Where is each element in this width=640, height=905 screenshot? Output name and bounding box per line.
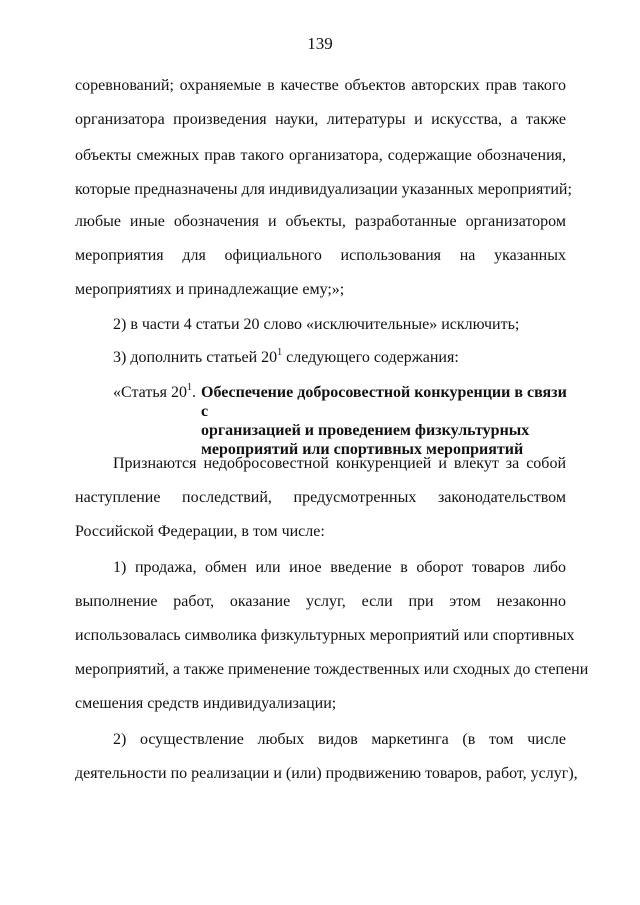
- text-line: мероприятия для официального использования на указанных: [75, 247, 566, 264]
- page-number: 139: [307, 34, 333, 53]
- text-line: деятельности по реализации и (или) продвижению товаров, работ, услуг),: [75, 765, 578, 782]
- text-line: организатора произведения науки, литературы и искусства, а также: [75, 111, 566, 128]
- text-line: наступление последствий, предусмотренных законодательством: [75, 489, 566, 506]
- text-line: любые иные обозначения и объекты, разработанные организатором: [75, 213, 566, 230]
- list-item-3: 3) дополнить статьей $20^1$ следующего содержания:: [113, 346, 459, 366]
- text-line: 1) продажа, обмен или иное введение в оборот товаров либо: [113, 559, 566, 576]
- text-line: смешения средств индивидуализации;: [75, 695, 337, 712]
- article-title: Обеспечение добросовестной конкуренции в связи с организацией и проведением физкультурных мероприятий или спортивных мероприятий: [201, 384, 567, 458]
- text-line: Российской Федерации, в том числе:: [75, 523, 325, 540]
- text-line: Признаются недобросовестной конкуренцией и влекут за собой: [113, 455, 566, 472]
- text-line: которые предназначены для индивидуализации указанных мероприятий;: [75, 181, 572, 198]
- text-line: объекты смежных прав такого организатора, содержащие обозначения,: [75, 147, 566, 164]
- text-line: выполнение работ, оказание услуг, если при этом незаконно: [75, 593, 566, 610]
- text-line: мероприятий, а также применение тождественных или сходных до степени: [75, 661, 589, 678]
- list-item-2: 2) в части 4 статьи 20 слово «исключительные» исключить;: [113, 316, 520, 333]
- article-heading: [113, 383, 573, 459]
- article-number: «Статья $20^1$.: [113, 381, 196, 401]
- text-line: использовалась символика физкультурных мероприятий или спортивных: [75, 627, 575, 644]
- text-line: 2) осуществление любых видов маркетинга (в том числе: [113, 731, 566, 748]
- text-line: мероприятиях и принадлежащие ему;»;: [75, 281, 345, 298]
- text-line: соревнований; охраняемые в качестве объектов авторских прав такого: [75, 77, 566, 94]
